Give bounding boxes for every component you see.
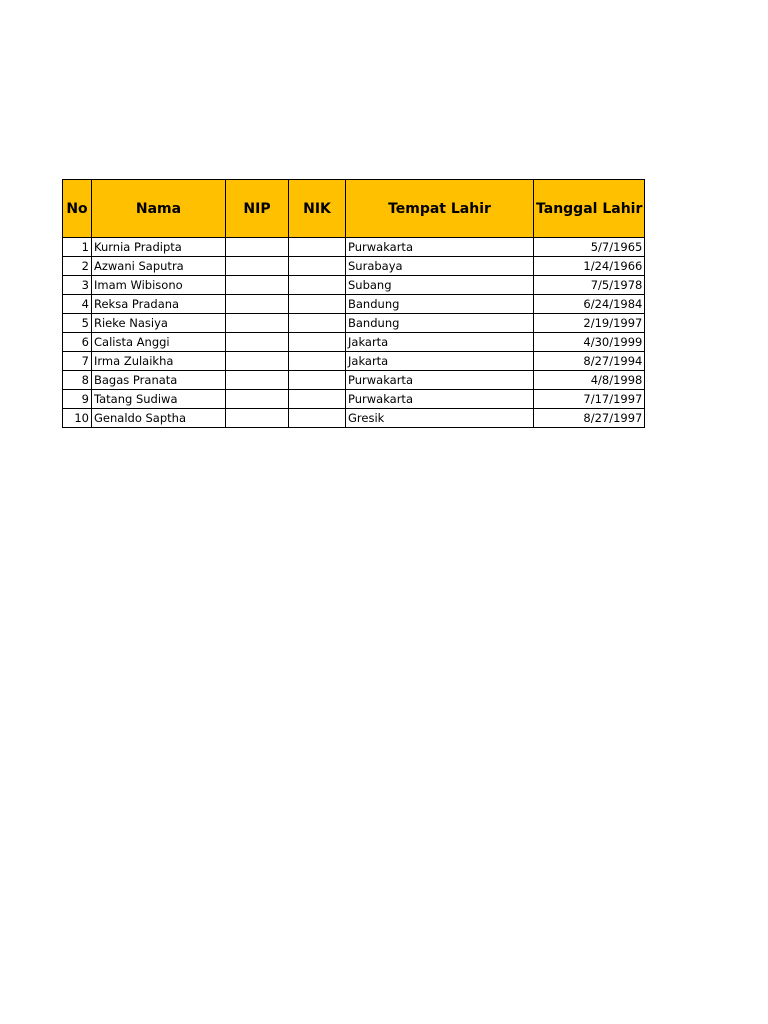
cell-nip	[226, 333, 289, 352]
cell-tanggal-lahir: 8/27/1994	[534, 352, 645, 371]
cell-tempat-lahir: Surabaya	[346, 257, 534, 276]
cell-nip	[226, 314, 289, 333]
cell-tanggal-lahir: 6/24/1984	[534, 295, 645, 314]
cell-tanggal-lahir: 5/7/1965	[534, 238, 645, 257]
cell-nip	[226, 295, 289, 314]
cell-tempat-lahir: Bandung	[346, 314, 534, 333]
header-row	[63, 180, 645, 238]
cell-nip	[226, 276, 289, 295]
cell-tanggal-lahir: 2/19/1997	[534, 314, 645, 333]
cell-tempat-lahir: Purwakarta	[346, 238, 534, 257]
table-row	[63, 314, 645, 333]
table-row	[63, 371, 645, 390]
cell-no: 9	[63, 390, 92, 409]
cell-nama: Kurnia Pradipta	[92, 238, 226, 257]
cell-nama: Genaldo Saptha	[92, 409, 226, 428]
cell-nik	[289, 238, 346, 257]
cell-tanggal-lahir: 8/27/1997	[534, 409, 645, 428]
cell-nik	[289, 333, 346, 352]
cell-nik	[289, 295, 346, 314]
cell-nama: Imam Wibisono	[92, 276, 226, 295]
cell-tanggal-lahir: 4/8/1998	[534, 371, 645, 390]
cell-nip	[226, 257, 289, 276]
table-row	[63, 409, 645, 428]
cell-tempat-lahir: Subang	[346, 276, 534, 295]
table-row	[63, 257, 645, 276]
cell-no: 5	[63, 314, 92, 333]
cell-tanggal-lahir: 4/30/1999	[534, 333, 645, 352]
table-row	[63, 333, 645, 352]
cell-no: 10	[63, 409, 92, 428]
cell-no: 2	[63, 257, 92, 276]
cell-nik	[289, 371, 346, 390]
cell-nama: Bagas Pranata	[92, 371, 226, 390]
cell-no: 4	[63, 295, 92, 314]
cell-nik	[289, 314, 346, 333]
cell-no: 1	[63, 238, 92, 257]
employee-table	[62, 179, 645, 428]
header-tempat-lahir: Tempat Lahir	[346, 180, 534, 238]
cell-nama: Azwani Saputra	[92, 257, 226, 276]
cell-nama: Irma Zulaikha	[92, 352, 226, 371]
cell-nip	[226, 238, 289, 257]
cell-tanggal-lahir: 7/5/1978	[534, 276, 645, 295]
cell-no: 7	[63, 352, 92, 371]
cell-no: 8	[63, 371, 92, 390]
header-nama: Nama	[92, 180, 226, 238]
cell-nama: Reksa Pradana	[92, 295, 226, 314]
header-nik: NIK	[289, 180, 346, 238]
header-tanggal-lahir: Tanggal Lahir	[534, 180, 645, 238]
cell-nik	[289, 276, 346, 295]
cell-nik	[289, 352, 346, 371]
cell-no: 3	[63, 276, 92, 295]
cell-tanggal-lahir: 7/17/1997	[534, 390, 645, 409]
table-row	[63, 352, 645, 371]
cell-no: 6	[63, 333, 92, 352]
cell-nip	[226, 371, 289, 390]
cell-tempat-lahir: Jakarta	[346, 333, 534, 352]
cell-nama: Tatang Sudiwa	[92, 390, 226, 409]
table-body	[63, 238, 645, 428]
cell-nip	[226, 390, 289, 409]
table-row	[63, 238, 645, 257]
cell-tempat-lahir: Bandung	[346, 295, 534, 314]
cell-tempat-lahir: Gresik	[346, 409, 534, 428]
cell-tempat-lahir: Jakarta	[346, 352, 534, 371]
cell-nama: Calista Anggi	[92, 333, 226, 352]
cell-nip	[226, 409, 289, 428]
cell-nik	[289, 390, 346, 409]
table-row	[63, 295, 645, 314]
cell-tempat-lahir: Purwakarta	[346, 390, 534, 409]
table-row	[63, 276, 645, 295]
cell-tanggal-lahir: 1/24/1966	[534, 257, 645, 276]
cell-nip	[226, 352, 289, 371]
header-no: No	[63, 180, 92, 238]
header-nip: NIP	[226, 180, 289, 238]
table-row	[63, 390, 645, 409]
cell-nik	[289, 257, 346, 276]
table-header	[63, 180, 645, 238]
cell-nik	[289, 409, 346, 428]
cell-nama: Rieke Nasiya	[92, 314, 226, 333]
cell-tempat-lahir: Purwakarta	[346, 371, 534, 390]
